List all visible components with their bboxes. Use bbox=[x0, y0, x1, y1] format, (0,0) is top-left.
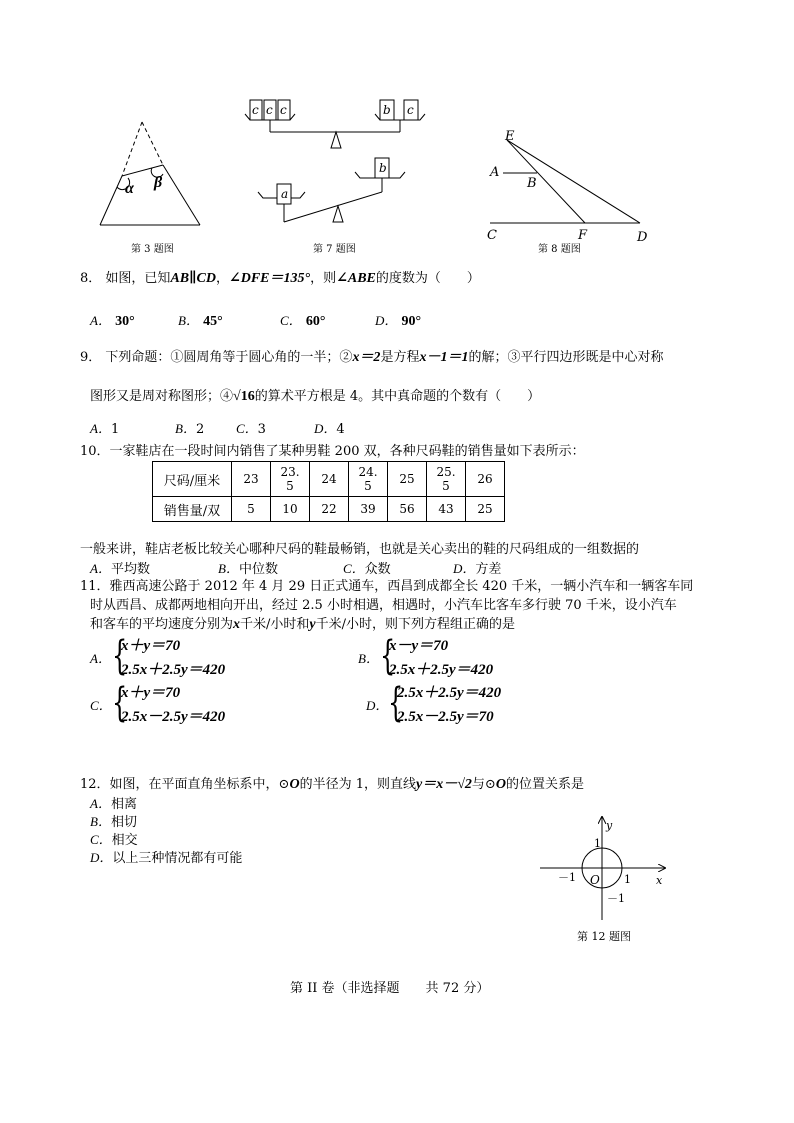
q11-line3-text-1: 和客车的平均速度分别为 bbox=[90, 617, 234, 632]
q8-math-1: AB∥CD bbox=[170, 271, 216, 286]
triangle-dashed-left bbox=[122, 122, 142, 176]
q12-option-b bbox=[90, 813, 137, 832]
q12-math-line: y＝x－√2 bbox=[415, 777, 472, 792]
question-11-line-2: 时从西昌、成都两地相向开出，经过 2.5 小时相遇，相遇时，小汽车比客车多行驶 70 千米，设小汽车 bbox=[90, 598, 677, 613]
table-cell-size bbox=[271, 462, 310, 497]
box-label-b-bottom: b bbox=[379, 161, 387, 175]
table-cell-size bbox=[427, 462, 466, 497]
axis-label-y: y bbox=[606, 819, 613, 832]
table-cell-size bbox=[349, 462, 388, 497]
q10-option-d-value: 方差 bbox=[475, 562, 502, 577]
question-11-line-1: 11．雅西高速公路于 2012 年 4 月 29 日正式通车，西昌到成都全长 420 千米，一辆小汽车和一辆客车同 bbox=[80, 579, 694, 594]
q11-option-c-label: C． bbox=[90, 698, 112, 713]
question-10-after: 一般来讲，鞋店老板比较关心哪种尺码的鞋最畅销，也就是关心卖出的鞋的尺码组成的一组数据的 bbox=[80, 542, 640, 557]
table-cell-count: 5 bbox=[232, 497, 271, 522]
q11-option-d-brace: { bbox=[388, 680, 404, 726]
tick-label-right: 1 bbox=[624, 873, 631, 886]
q12-option-c-label: C． bbox=[90, 832, 112, 847]
size-value: 25. 5 bbox=[436, 465, 456, 493]
q11-option-a-label: A． bbox=[90, 651, 111, 666]
origin-label: O bbox=[590, 873, 600, 887]
q11-option-b-label: B． bbox=[358, 651, 379, 666]
point-label-F: F bbox=[578, 228, 588, 243]
q12-option-d-value: 以上三种情况都有可能 bbox=[112, 851, 243, 866]
q12-option-a bbox=[90, 795, 137, 814]
q8-text-4: 的度数为（ ） bbox=[375, 271, 480, 286]
q10-option-d bbox=[453, 560, 501, 579]
q9-option-b bbox=[175, 420, 204, 439]
q9-line2-text-1: 图形又是周对称图形；④ bbox=[90, 389, 234, 404]
axis-label-x: x bbox=[656, 874, 663, 887]
shoe-sales-table bbox=[152, 461, 505, 522]
bottom-beam bbox=[284, 192, 382, 222]
q8-option-d-label: D． bbox=[375, 313, 398, 328]
q10-option-c-value: 众数 bbox=[364, 562, 391, 577]
q9-number: 9． bbox=[80, 350, 102, 365]
q10-option-b-value: 中位数 bbox=[238, 562, 278, 577]
q8-math-2: ∠DFE＝135° bbox=[229, 271, 311, 286]
q9-option-d-label: D． bbox=[314, 421, 337, 436]
q11-option-c-eq1: x＋y＝70 bbox=[121, 685, 181, 701]
top-fulcrum bbox=[331, 132, 341, 148]
q9-option-c-value: 3 bbox=[257, 422, 266, 437]
caption-fig3: 第 3 题图 bbox=[131, 244, 174, 255]
size-value: 23 bbox=[243, 472, 259, 486]
q10-option-c-label: C． bbox=[343, 561, 365, 576]
tick-label-left: －1 bbox=[558, 871, 576, 884]
q9-math-1: x＝2 bbox=[352, 350, 381, 365]
q9-option-a-value: 1 bbox=[110, 422, 120, 437]
caption-fig12: 第 12 题图 bbox=[577, 930, 631, 943]
q11-option-c-brace: { bbox=[112, 680, 128, 726]
bottom-fulcrum bbox=[333, 206, 343, 222]
table-cell-count: 39 bbox=[349, 497, 388, 522]
size-value: 24 bbox=[321, 472, 337, 486]
q11-option-d-label: D． bbox=[366, 698, 389, 713]
table-cell-count: 22 bbox=[310, 497, 349, 522]
point-label-E: E bbox=[505, 129, 515, 144]
q9-text-1: 下列命题：①圆周角等于圆心角的一半；② bbox=[105, 350, 353, 365]
question-9-line-1 bbox=[80, 349, 663, 367]
q10-option-b-label: B． bbox=[218, 561, 239, 576]
caption-fig8: 第 8 题图 bbox=[538, 244, 581, 255]
q12-option-d-label: D． bbox=[90, 850, 113, 865]
table-head-count: 销售量/双 bbox=[153, 497, 232, 522]
q8-option-c-value: 60° bbox=[305, 314, 326, 329]
q11-option-d-eq1: 2.5x＋2.5y＝420 bbox=[397, 685, 502, 701]
q8-text-3: ，则 bbox=[310, 271, 337, 286]
q11-line3-text-2: 千米/小时和 bbox=[240, 617, 310, 632]
table-cell-count: 25 bbox=[466, 497, 505, 522]
question-10-text: 10．一家鞋店在一段时间内销售了某种男鞋 200 双，各种尺码鞋的销售量如下表所示： bbox=[80, 444, 585, 459]
q8-option-c-label: C． bbox=[280, 313, 302, 328]
q11-option-d-eq2: 2.5x－2.5y＝70 bbox=[397, 709, 494, 725]
q12-option-b-label: B． bbox=[90, 814, 111, 829]
q12-option-c bbox=[90, 831, 138, 850]
q11-option-a-eq2: 2.5x＋2.5y＝420 bbox=[121, 662, 226, 678]
figure-coordinate-plane bbox=[535, 812, 670, 927]
box-label-c1: c bbox=[252, 103, 259, 117]
table-row-counts bbox=[153, 497, 505, 522]
table-row-sizes bbox=[153, 462, 505, 497]
q8-option-c bbox=[280, 312, 325, 331]
size-value: 25 bbox=[399, 472, 415, 486]
q8-option-d-value: 90° bbox=[401, 314, 422, 329]
table-cell-size bbox=[466, 462, 505, 497]
tick-label-bottom: －1 bbox=[607, 892, 625, 905]
box-label-c2: c bbox=[266, 103, 273, 117]
point-label-D: D bbox=[637, 230, 648, 245]
table-cell-size bbox=[310, 462, 349, 497]
q10-option-b bbox=[218, 560, 278, 579]
q11-line3-math-x: x bbox=[233, 617, 241, 632]
q10-option-a bbox=[90, 560, 150, 579]
box-label-c3: c bbox=[280, 103, 287, 117]
table-head-size: 尺码/厘米 bbox=[153, 462, 232, 497]
box-label-a: a bbox=[281, 187, 289, 201]
point-label-C: C bbox=[487, 228, 497, 243]
q9-option-c bbox=[236, 420, 266, 439]
q12-text-3: 与 bbox=[471, 777, 485, 792]
q11-option-b-eq1: x－y＝70 bbox=[389, 638, 449, 654]
size-value: 23. 5 bbox=[280, 465, 300, 493]
label-alpha: α bbox=[125, 180, 134, 197]
box-label-c-top: c bbox=[407, 103, 414, 117]
q8-option-a-value: 30° bbox=[115, 314, 135, 329]
table-cell-count: 10 bbox=[271, 497, 310, 522]
q9-text-3: 的解；③平行四边形既是中心对称 bbox=[468, 350, 664, 365]
q9-text-2: 是方程 bbox=[380, 350, 420, 365]
circle-symbol-1: ⊙ bbox=[278, 777, 290, 792]
q12-option-a-label: A． bbox=[90, 796, 111, 811]
q8-option-a bbox=[90, 312, 135, 331]
label-beta: β bbox=[154, 174, 163, 191]
q11-line3-math-y: y bbox=[309, 617, 316, 632]
q8-text-1: 如图，已知 bbox=[105, 271, 171, 286]
q12-option-d bbox=[90, 849, 242, 868]
question-11-line-3 bbox=[90, 616, 515, 634]
q9-line2-text-2: 的算术平方根是 4。其中真命题的个数有（ ） bbox=[254, 389, 541, 404]
q8-math-3: ∠ABE bbox=[336, 271, 376, 286]
q9-option-a bbox=[90, 420, 119, 439]
caption-fig7: 第 7 题图 bbox=[313, 244, 356, 255]
table-cell-size bbox=[388, 462, 427, 497]
section-title: 第 II 卷（非选择题 共 72 分） bbox=[290, 981, 490, 996]
q9-option-c-label: C． bbox=[236, 421, 258, 436]
q8-option-a-label: A． bbox=[90, 313, 111, 328]
q10-option-c bbox=[343, 560, 391, 579]
q12-option-c-value: 相交 bbox=[111, 833, 138, 848]
q8-option-d bbox=[375, 312, 421, 331]
q10-option-d-label: D． bbox=[453, 561, 476, 576]
circle-symbol-2: ⊙ bbox=[484, 777, 496, 792]
triangle-right-side bbox=[163, 165, 200, 225]
q10-option-a-label: A． bbox=[90, 561, 111, 576]
q12-math-o1: O bbox=[289, 777, 300, 792]
tick-label-top: 1 bbox=[594, 837, 601, 850]
q8-option-b bbox=[178, 312, 223, 331]
q8-option-b-label: B． bbox=[178, 313, 199, 328]
q8-option-b-value: 45° bbox=[203, 314, 223, 329]
question-8 bbox=[80, 270, 480, 288]
q12-text-1: 12．如图，在平面直角坐标系中， bbox=[80, 777, 279, 792]
point-label-A: A bbox=[490, 165, 500, 180]
q12-text-4: 的位置关系是 bbox=[505, 777, 584, 792]
q9-math-2: x－1＝1 bbox=[419, 350, 469, 365]
table-cell-count: 56 bbox=[388, 497, 427, 522]
triangle-left-side bbox=[100, 176, 122, 225]
q9-option-b-label: B． bbox=[175, 421, 196, 436]
q11-line3-text-3: 千米/小时，则下列方程组正确的是 bbox=[315, 617, 516, 632]
table-cell-count: 43 bbox=[427, 497, 466, 522]
size-value: 26 bbox=[477, 472, 493, 486]
triangle-dashed-right bbox=[142, 122, 163, 165]
q12-math-o2: O bbox=[495, 777, 506, 792]
q11-option-c-eq2: 2.5x－2.5y＝420 bbox=[121, 709, 226, 725]
q11-option-a-brace: { bbox=[112, 633, 128, 679]
q8-number: 8． bbox=[80, 271, 102, 286]
q11-option-b-eq2: 2.5x＋2.5y＝420 bbox=[389, 662, 494, 678]
q9-option-b-value: 2 bbox=[195, 422, 205, 437]
q9-math-3: √16 bbox=[233, 389, 255, 404]
q12-option-b-value: 相切 bbox=[110, 815, 137, 830]
q9-option-d-value: 4 bbox=[336, 422, 345, 437]
q12-text-2: 的半径为 1，则直线 bbox=[299, 777, 416, 792]
q8-text-2: ， bbox=[215, 271, 229, 286]
table-cell-size bbox=[232, 462, 271, 497]
question-9-line-2 bbox=[90, 388, 540, 406]
box-label-b-top: b bbox=[383, 103, 391, 117]
q11-option-a-eq1: x＋y＝70 bbox=[121, 638, 181, 654]
q12-option-a-value: 相离 bbox=[110, 797, 137, 812]
q9-option-a-label: A． bbox=[90, 421, 111, 436]
q11-option-b-brace: { bbox=[380, 633, 396, 679]
size-value: 24. 5 bbox=[358, 465, 378, 493]
q9-option-d bbox=[314, 420, 345, 439]
point-label-B: B bbox=[527, 176, 537, 191]
q10-option-a-value: 平均数 bbox=[110, 562, 150, 577]
question-12 bbox=[80, 776, 584, 794]
